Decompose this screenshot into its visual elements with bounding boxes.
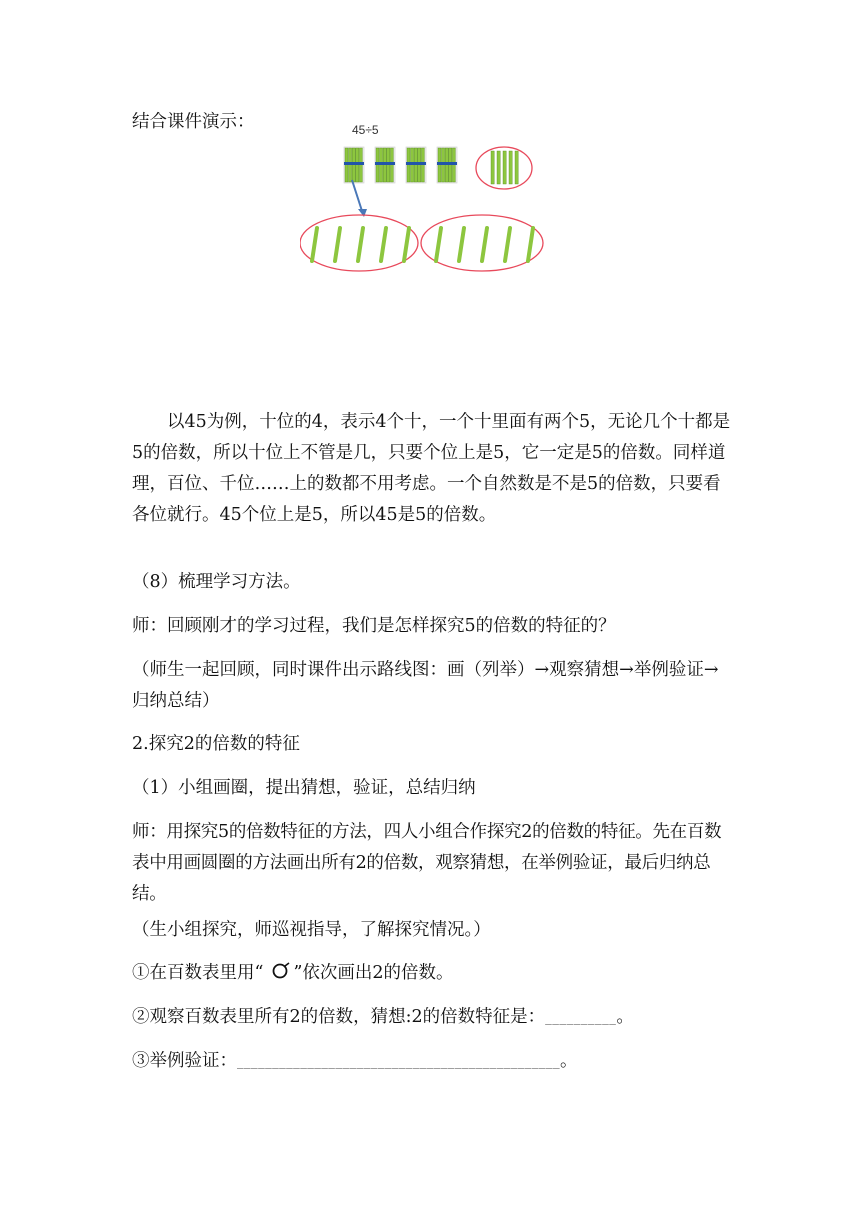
split-sticks [312,228,533,261]
paragraph-1: 以45为例，十位的4，表示4个十，一个十里面有两个5，无论几个十都是5的倍数，所以十位上不管是几，只要个位上是5，它一定是5的倍数。同样道理，百位、千位……上的数都不用考虑。一个自然数是不是5的倍数，只要看各位就行。45个位上是5，所以45是5的倍数。 [132,412,731,525]
split-stick [335,228,340,261]
bundle-band [375,162,395,165]
loose-stick [491,151,494,184]
step-2-end: 。 [616,1007,634,1027]
bundles-of-ten [344,147,457,183]
bundle-band [344,162,364,165]
step-3 [132,1046,578,1078]
step-1-before: ①在百数表里用“ [132,963,264,983]
bundle-of-ten [437,147,457,183]
loose-stick [515,151,518,184]
courseware-figure [300,118,550,288]
bundle-band [437,162,457,165]
step-2-blank: __________ [545,1012,617,1025]
split-stick [404,228,409,261]
paragraph-3: 师：回顾刚才的学习过程，我们是怎样探究5的倍数的特征的？ [132,616,616,636]
split-stick [381,228,386,261]
split-stick [482,228,487,261]
split-arrow [352,180,362,211]
bundle-of-ten [406,147,426,183]
step-1-after: ”依次画出2的倍数。 [293,963,454,983]
step-3-blank: ______________________________________________ [237,1056,561,1069]
circle-symbol-icon [271,962,291,980]
split-stick [528,228,533,261]
loose-sticks [491,151,518,184]
intro-label: 结合课件演示： [132,112,255,132]
loose-stick [497,151,500,184]
step-3-text: ③举例验证： [132,1051,237,1071]
loose-stick [503,151,506,184]
loose-stick [509,151,512,184]
split-stick [312,228,317,261]
bundle-of-ten [375,147,395,183]
paragraph-2: （8）梳理学习方法。 [132,572,301,592]
step-3-end: 。 [560,1051,578,1071]
step-2 [132,1002,634,1034]
split-stick [358,228,363,261]
paragraph-7: 师：用探究5的倍数特征的方法，四人小组合作探究2的倍数的特征。先在百数表中用画圆圈的方法画出所有2的倍数，观察猜想，在举例验证，最后归纳总结。 [132,822,722,904]
split-stick [459,228,464,261]
equation-label: 45÷5 [352,123,379,137]
step-2-text: ②观察百数表里所有2的倍数，猜想:2的倍数特征是： [132,1007,546,1027]
bundle-of-ten [344,147,364,183]
step-1 [132,958,454,989]
split-stick [505,228,510,261]
paragraph-6: （1）小组画圈，提出猜想，验证，总结归纳 [132,778,476,798]
split-stick [436,228,441,261]
section-heading: 2.探究2的倍数的特征 [132,734,300,754]
paragraph-4: （师生一起回顾，同时课件出示路线图：画（列举）→观察猜想→举例验证→归纳总结） [132,660,719,711]
bundle-band [406,162,426,165]
paragraph-8: （生小组探究，师巡视指导，了解探究情况。） [132,920,491,940]
